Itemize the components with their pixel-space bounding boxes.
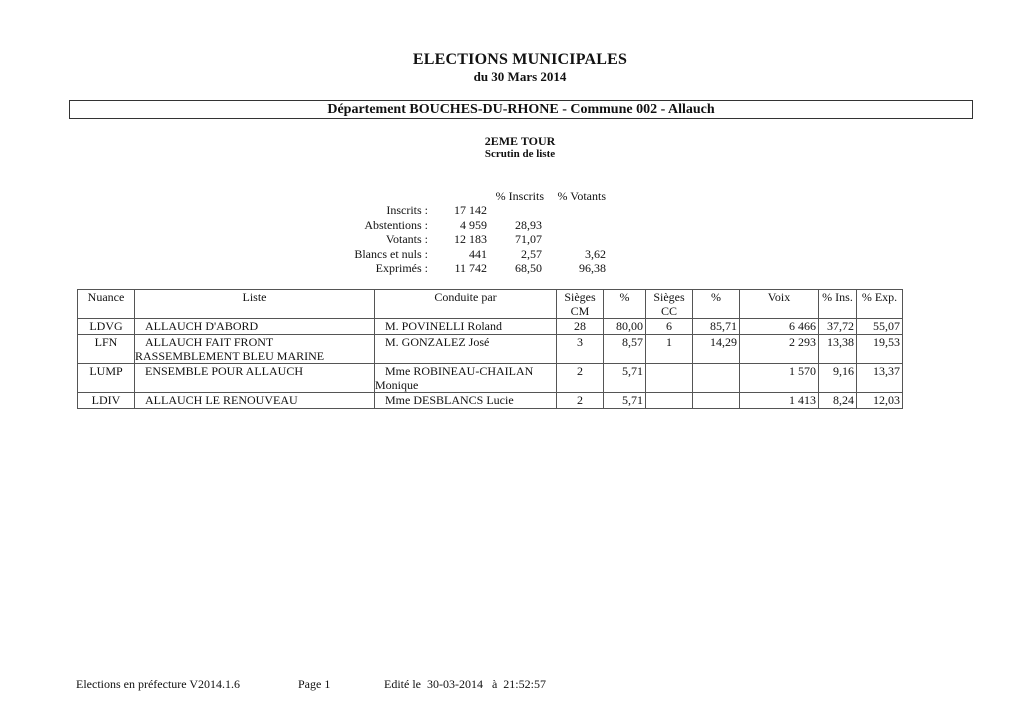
cell-voix: 1 570 — [740, 364, 819, 393]
header-conduite: Conduite par — [375, 290, 557, 319]
cell-pct-cc — [693, 364, 740, 393]
election-date: du 30 Mars 2014 — [473, 69, 567, 84]
cell-pct-exp: 13,37 — [857, 364, 903, 393]
stats-pct-votants-blancs: 3,62 — [585, 247, 606, 261]
header-liste: Liste — [135, 290, 375, 319]
cell-nuance: LUMP — [78, 364, 135, 393]
stats-label-abstentions: Abstentions : — [364, 218, 428, 232]
cell-pct-ins: 37,72 — [819, 319, 857, 335]
stats-label-votants: Votants : — [385, 232, 428, 246]
department-banner: Département BOUCHES-DU-RHONE - Commune 002 - Allauch — [69, 100, 973, 119]
cell-sieges-cm: 2 — [557, 364, 604, 393]
stats-header-votants: % Votants — [557, 189, 606, 203]
header-pct-cm: % — [604, 290, 646, 319]
cell-pct-cc — [693, 393, 740, 409]
cell-pct-cm: 80,00 — [604, 319, 646, 335]
stats-pct-inscrits-abstentions: 28,93 — [515, 218, 542, 232]
cell-pct-cm: 8,57 — [604, 335, 646, 364]
cell-pct-ins: 13,38 — [819, 335, 857, 364]
table-row — [78, 319, 903, 335]
document-title: ELECTIONS MUNICIPALES — [412, 51, 628, 68]
cell-pct-cm: 5,71 — [604, 364, 646, 393]
stats-label-exprimes: Exprimés : — [375, 261, 428, 275]
cell-voix: 1 413 — [740, 393, 819, 409]
stats-value-abstentions: 4 959 — [460, 218, 487, 232]
cell-pct-ins: 8,24 — [819, 393, 857, 409]
table-row — [78, 335, 903, 364]
cell-liste: ALLAUCH FAIT FRONT RASSEMBLEMENT BLEU MARINE — [135, 335, 375, 364]
cell-sieges-cc: 6 — [646, 319, 693, 335]
cell-nuance: LDIV — [78, 393, 135, 409]
stats-label-blancs: Blancs et nuls : — [354, 247, 428, 261]
cell-liste: ALLAUCH D'ABORD — [135, 319, 375, 335]
header-pct-cc: % — [693, 290, 740, 319]
cell-sieges-cm: 3 — [557, 335, 604, 364]
stats-label-inscrits: Inscrits : — [386, 203, 428, 217]
cell-pct-exp: 55,07 — [857, 319, 903, 335]
cell-conduite: M. POVINELLI Roland — [375, 319, 557, 335]
cell-sieges-cc — [646, 364, 693, 393]
stats-pct-inscrits-votants: 71,07 — [515, 232, 542, 246]
cell-pct-ins: 9,16 — [819, 364, 857, 393]
header-voix: Voix — [740, 290, 819, 319]
cell-liste: ALLAUCH LE RENOUVEAU — [135, 393, 375, 409]
stats-pct-inscrits-blancs: 2,57 — [521, 247, 542, 261]
cell-pct-cc: 14,29 — [693, 335, 740, 364]
header-pct-exp: % Exp. — [857, 290, 903, 319]
header-sieges-cm: Sièges CM — [557, 290, 604, 319]
cell-conduite: Mme ROBINEAU-CHAILAN Monique — [375, 364, 557, 393]
cell-sieges-cc: 1 — [646, 335, 693, 364]
cell-sieges-cm: 28 — [557, 319, 604, 335]
stats-value-inscrits: 17 142 — [454, 203, 487, 217]
table-header-row — [78, 290, 903, 319]
cell-sieges-cm: 2 — [557, 393, 604, 409]
stats-value-votants: 12 183 — [454, 232, 487, 246]
cell-sieges-cc — [646, 393, 693, 409]
results-table — [77, 289, 903, 409]
table-row — [78, 393, 903, 409]
cell-nuance: LDVG — [78, 319, 135, 335]
cell-voix: 2 293 — [740, 335, 819, 364]
cell-conduite: Mme DESBLANCS Lucie — [375, 393, 557, 409]
header-pct-ins: % Ins. — [819, 290, 857, 319]
tour-label: 2EME TOUR — [484, 134, 556, 148]
cell-voix: 6 466 — [740, 319, 819, 335]
header-nuance: Nuance — [78, 290, 135, 319]
cell-conduite: M. GONZALEZ José — [375, 335, 557, 364]
cell-pct-cc: 85,71 — [693, 319, 740, 335]
cell-pct-cm: 5,71 — [604, 393, 646, 409]
stats-pct-inscrits-exprimes: 68,50 — [515, 261, 542, 275]
footer-page: Page 1 — [298, 677, 331, 691]
table-row — [78, 364, 903, 393]
cell-liste: ENSEMBLE POUR ALLAUCH — [135, 364, 375, 393]
scrutin-label: Scrutin de liste — [484, 148, 556, 160]
footer-software: Elections en préfecture V2014.1.6 — [76, 677, 241, 691]
cell-pct-exp: 19,53 — [857, 335, 903, 364]
stats-value-exprimes: 11 742 — [454, 261, 487, 275]
stats-pct-votants-exprimes: 96,38 — [579, 261, 606, 275]
header-sieges-cc: Sièges CC — [646, 290, 693, 319]
cell-pct-exp: 12,03 — [857, 393, 903, 409]
stats-header-inscrits: % Inscrits — [495, 189, 544, 203]
footer-edited: Edité le 30-03-2014 à 21:52:57 — [384, 677, 546, 691]
cell-nuance: LFN — [78, 335, 135, 364]
stats-value-blancs: 441 — [469, 247, 487, 261]
